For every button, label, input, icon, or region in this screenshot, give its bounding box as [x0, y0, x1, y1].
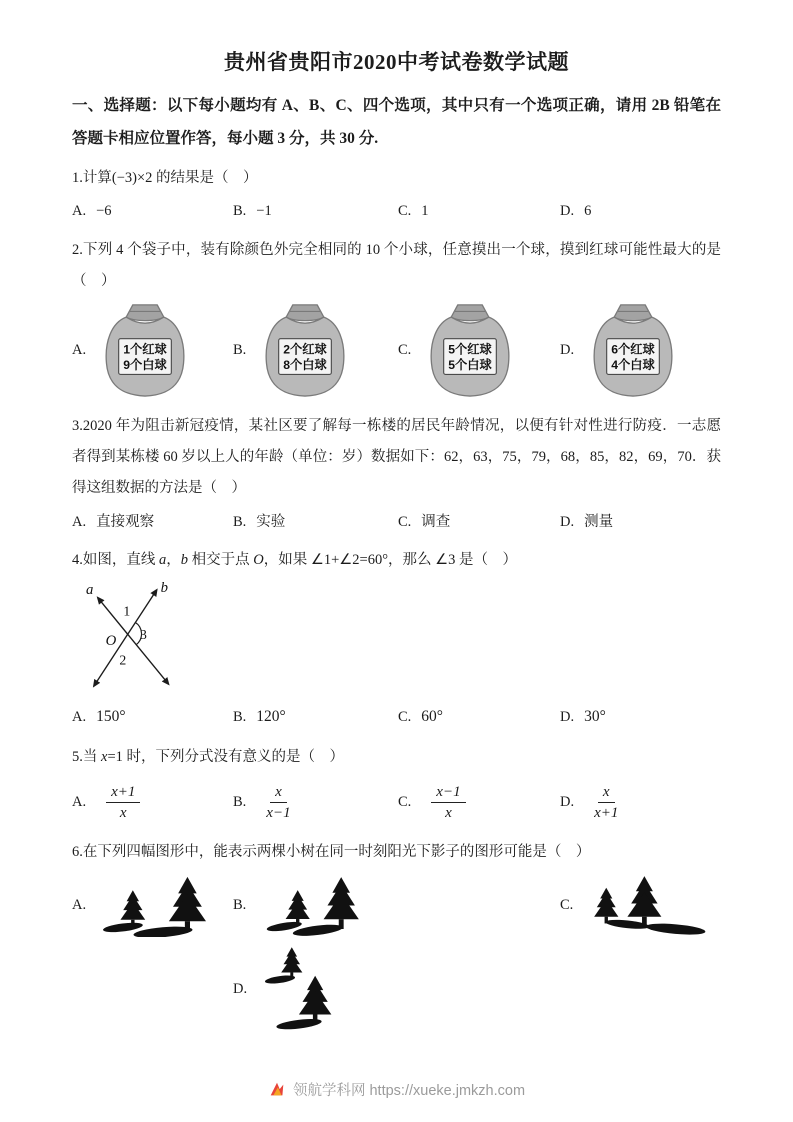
fraction-denominator: x — [445, 805, 452, 822]
q6-option-b — [233, 874, 398, 937]
bag-label-line2: 4个白球 — [611, 357, 655, 372]
q5-option-b — [233, 783, 398, 822]
tree-icon — [286, 890, 310, 926]
option-value: 150° — [96, 708, 126, 726]
option-value: 直接观察 — [96, 513, 155, 530]
option-label: B. — [233, 794, 247, 811]
q3-option-b — [233, 507, 398, 537]
q4-option-d — [560, 701, 721, 734]
q3-option-a — [72, 507, 233, 537]
q5-option-c — [398, 783, 560, 822]
bag-label-line1: 5个红球 — [448, 342, 493, 357]
option-label: A. — [72, 203, 87, 220]
option-value: 实验 — [256, 513, 286, 530]
question-4-options — [72, 701, 721, 734]
option-value: 60° — [421, 708, 443, 726]
point-o-label: O — [105, 632, 117, 649]
question-3-options — [72, 507, 721, 537]
bag-label-line1: 1个红球 — [123, 342, 167, 357]
option-value: 1 — [421, 203, 429, 220]
option-value: 调查 — [421, 513, 451, 530]
q5-option-d — [560, 783, 721, 822]
option-label: C. — [398, 794, 412, 811]
q1-option-b — [233, 196, 398, 226]
tree-icon — [121, 890, 146, 926]
option-value: −6 — [96, 203, 112, 220]
option-label: C. — [398, 203, 412, 220]
option-label: B. — [233, 709, 247, 726]
question-6-text: 6.在下列四幅图形中，能表示两棵小树在同一时刻阳光下影子的图形可能是（ ） — [72, 843, 591, 860]
option-label: A. — [72, 709, 87, 726]
tree-icon — [594, 887, 618, 923]
q2-option-c — [398, 301, 560, 399]
tree-icon — [628, 876, 662, 926]
question-3-text: 3.2020 年为阻击新冠疫情，某社区要了解每一栋楼的居民年龄情况，以便有针对性进行防疫．一志愿者得到某栋楼 60 岁以上人的年龄（单位：岁）数据如下：62，63，75，79，68，85，82，69，70．获得这组数据的方法是（ ） — [72, 418, 721, 497]
option-value: −1 — [256, 203, 272, 220]
fraction-denominator: x — [119, 805, 127, 822]
option-label: C. — [560, 897, 574, 914]
tree-icon — [324, 877, 359, 929]
tree-icon — [169, 877, 206, 932]
angle-2-label: 2 — [119, 652, 127, 668]
q6-option-a — [72, 874, 233, 937]
tree-shadow — [646, 921, 706, 935]
angle-1-label: 1 — [123, 603, 131, 619]
question-4-figure-wrap — [82, 580, 721, 695]
trees-figure-c — [587, 876, 717, 936]
fraction-numerator: x−1 — [431, 783, 465, 803]
fraction-denominator: x+1 — [594, 805, 619, 822]
option-label: D. — [560, 794, 575, 811]
option-label: D. — [560, 341, 575, 358]
q3-option-d — [560, 507, 721, 537]
fraction-numerator: x+1 — [106, 783, 140, 803]
option-value: 6 — [584, 203, 592, 220]
option-label: B. — [233, 341, 247, 358]
question-6-options-row1 — [72, 874, 721, 937]
bag-label-line1: 2个红球 — [283, 342, 328, 357]
q2-option-d — [560, 301, 721, 399]
bag-label-line2: 8个白球 — [283, 357, 328, 372]
question-2-text: 2.下列 4 个袋子中，装有除颜色外完全相同的 10 个小球，任意摸出一个球，摸到红球可能性最大的是（ ） — [72, 241, 721, 289]
bag-figure-b — [258, 301, 352, 399]
q5-option-a — [72, 783, 233, 822]
option-value: 120° — [256, 708, 286, 726]
bag-label-line2: 5个白球 — [448, 357, 493, 372]
fraction — [431, 783, 465, 822]
fraction-denominator: x−1 — [266, 805, 291, 822]
option-label: C. — [398, 709, 412, 726]
option-label: D. — [560, 513, 575, 530]
question-2-options — [72, 301, 721, 399]
q6-option-c — [560, 874, 721, 937]
q1-option-d — [560, 196, 721, 226]
bag-label-line2: 9个白球 — [123, 357, 167, 372]
question-4-text: 4.如图，直线 a，b 相交于点 O，如果 ∠1+∠2=60°，那么 ∠3 是（ ） — [72, 552, 518, 568]
tree-shadow — [133, 925, 193, 937]
line-a-label: a — [86, 581, 94, 598]
fraction-numerator: x — [598, 783, 615, 803]
option-label: C. — [398, 513, 412, 530]
page-title: 贵州省贵阳市2020中考试卷数学试题 — [224, 50, 569, 74]
q1-option-c — [398, 196, 560, 226]
tree-shadow — [103, 921, 144, 934]
fraction — [594, 783, 618, 822]
option-label: D. — [233, 980, 248, 997]
footer-text: 领航学科网 https://xueke.jmkzh.com — [292, 1083, 526, 1099]
fraction-numerator: x — [270, 783, 287, 803]
angle-3-label: 3 — [140, 627, 147, 643]
question-1-options — [72, 196, 721, 226]
option-label: B. — [233, 513, 247, 530]
question-1-text: 1.计算(−3)×2 的结果是（ ） — [72, 170, 258, 187]
intersecting-lines-figure — [82, 580, 200, 690]
q6-option-d — [233, 947, 398, 1031]
bag-label-line1: 6个红球 — [611, 342, 655, 357]
q3-option-c — [398, 507, 560, 537]
option-label: B. — [233, 203, 247, 220]
option-value: 测量 — [584, 513, 614, 530]
fraction — [106, 783, 140, 822]
option-label: A. — [72, 341, 87, 358]
question-5-options — [72, 779, 721, 827]
footer — [0, 1079, 793, 1100]
option-value: 30° — [584, 708, 606, 726]
trees-figure-d — [261, 947, 356, 1031]
fraction — [266, 783, 290, 822]
trees-figure-a — [100, 874, 226, 937]
tree-icon — [299, 976, 331, 1024]
footer-logo-icon — [268, 1081, 286, 1099]
bag-figure-c — [423, 301, 517, 399]
q4-option-b — [233, 701, 398, 734]
tree-icon — [281, 947, 302, 978]
option-label: D. — [560, 203, 575, 220]
q2-option-a — [72, 301, 233, 399]
option-label: C. — [398, 341, 412, 358]
option-label: A. — [72, 513, 87, 530]
trees-figure-b — [260, 875, 372, 937]
line-b-label: b — [160, 580, 169, 596]
option-label: D. — [560, 709, 575, 726]
option-label: B. — [233, 897, 247, 914]
q4-option-a — [72, 701, 233, 734]
question-6-options-row2 — [72, 947, 721, 1031]
q1-option-a — [72, 196, 233, 226]
question-5-text: 5.当 x=1 时，下列分式没有意义的是（ ） — [72, 748, 344, 765]
bag-figure-a — [98, 301, 192, 399]
q2-option-b — [233, 301, 398, 399]
option-label: A. — [72, 897, 87, 914]
option-label: A. — [72, 794, 87, 811]
section-heading: 一、选择题：以下每小题均有 A、B、C、四个选项，其中只有一个选项正确，请用 2B 铅笔在答题卡相应位置作答，每小题 3 分，共 30 分. — [72, 97, 721, 147]
bag-figure-d — [586, 301, 680, 399]
q4-option-c — [398, 701, 560, 734]
